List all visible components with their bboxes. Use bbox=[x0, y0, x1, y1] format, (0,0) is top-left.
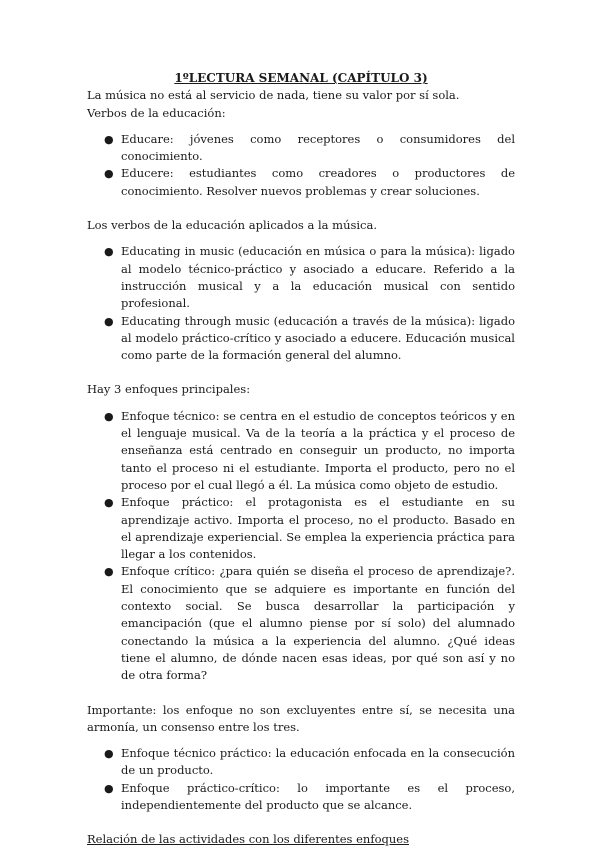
verbs-heading: Verbos de la educación: bbox=[87, 105, 226, 120]
list-item: ● Enfoque práctico-crítico: lo importante es el proceso, independientemente del producto que se alcance. bbox=[104, 780, 515, 812]
combined-list bbox=[87, 745, 515, 814]
intro-line: La música no está al servicio de nada, tiene su valor por sí sola. bbox=[87, 88, 460, 103]
list-item: ● Educere: estudiantes como creadores o productores de conocimiento. Resolver nuevos problemas y crear soluciones. bbox=[104, 166, 515, 198]
bullet-icon: ● bbox=[104, 132, 114, 146]
bullet-icon: ● bbox=[104, 565, 114, 579]
list-item: ● Enfoque crítico: ¿para quién se diseña el proceso de aprendizaje?. El conocimiento que se adquiere es importante en función del contexto social. Se busca desarrollar la participación y emancipación (que el alumno piense por sí solo) del alumnado conectando la música a la experiencia del alumno. ¿Qué ideas tiene el alumno, de dónde nacen esas ideas, por qué son así y no de otra forma? bbox=[104, 564, 515, 683]
music-verbs-list bbox=[87, 243, 515, 364]
list-item: ● Educating in music (educación en música o para la música): ligado al modelo técnico-práctico y asociado a educare. Referido a la instrucción musical y a la educación musical con sentido profesional. bbox=[104, 244, 515, 311]
approaches-list bbox=[87, 408, 515, 685]
page-title: 1ºLECTURA SEMANAL (CAPÍTULO 3) bbox=[174, 71, 428, 85]
bullet-icon: ● bbox=[104, 167, 114, 181]
bullet-icon: ● bbox=[104, 409, 114, 423]
important-note: Importante: los enfoque no son excluyentes entre sí, se necesita una armonía, un consenso entre los tres. bbox=[87, 702, 515, 734]
list-item: ● Enfoque técnico: se centra en el estudio de conceptos teóricos y en el lenguaje musical. Va de la teoría a la práctica y el proceso de enseñanza está centrado en conseguir un producto, no importa tanto el proceso ni el estudiante. Importa el producto, pero no el proceso por el cual llegó a él. La música como objeto de estudio. bbox=[104, 408, 515, 492]
bullet-icon: ● bbox=[104, 314, 114, 328]
list-item: ● Enfoque práctico: el protagonista es el estudiante en su aprendizaje activo. Importa el proceso, no el producto. Basado en el aprendizaje experiencial. Se emplea la experiencia práctica para llegar a los contenidos. bbox=[104, 495, 515, 562]
list-item: ● Educare: jóvenes como receptores o consumidores del conocimiento. bbox=[104, 131, 515, 164]
bullet-icon: ● bbox=[104, 496, 114, 510]
bullet-icon: ● bbox=[104, 747, 114, 761]
music-verbs-heading: Los verbos de la educación aplicados a la música. bbox=[87, 218, 378, 233]
approaches-heading: Hay 3 enfoques principales: bbox=[87, 382, 251, 397]
section-heading: Relación de las actividades con los diferentes enfoques bbox=[87, 832, 409, 847]
bullet-icon: ● bbox=[104, 781, 114, 795]
bullet-icon: ● bbox=[104, 245, 114, 259]
document-page bbox=[87, 70, 515, 849]
list-item: ● Enfoque técnico práctico: la educación enfocada en la consecución de un producto. bbox=[104, 746, 515, 778]
list-item: ● Educating through music (educación a través de la música): ligado al modelo práctico-crítico y asociado a educere. Educación musical como parte de la formación general del alumno. bbox=[104, 313, 515, 363]
verbs-list bbox=[87, 131, 515, 200]
